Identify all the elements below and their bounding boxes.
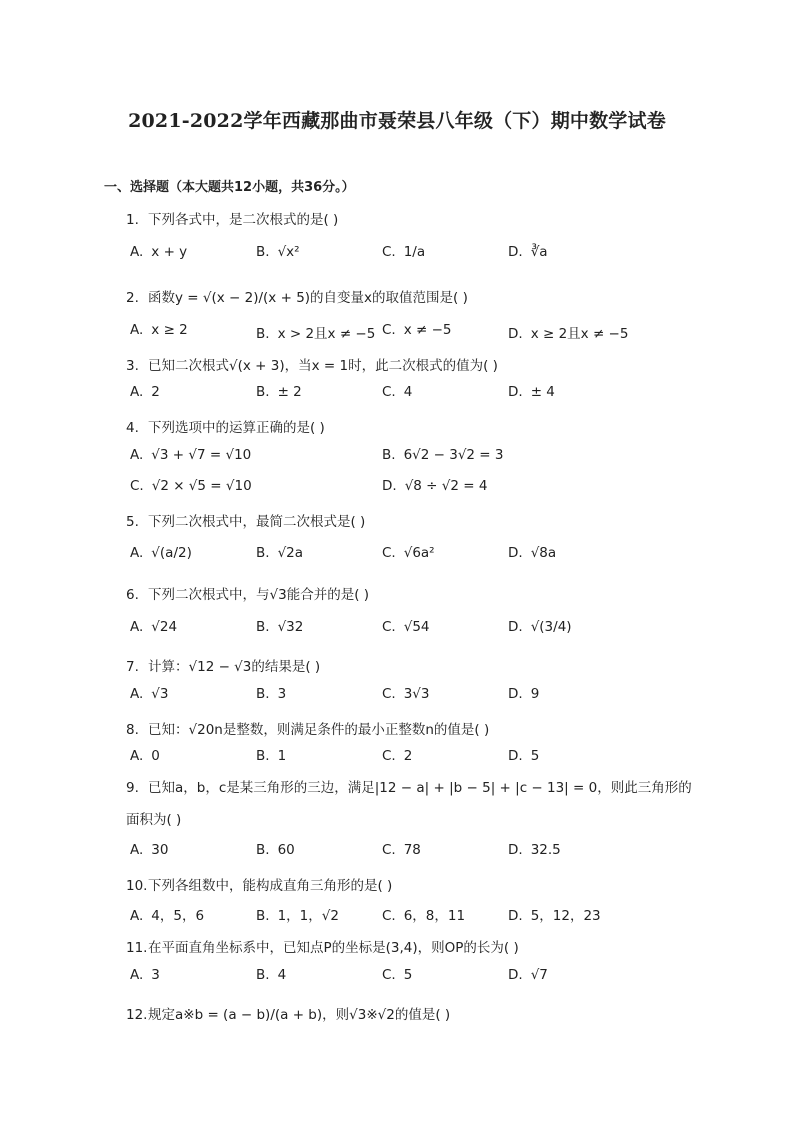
section-heading: 一、选择题（本大题共12小题，共36分。）: [104, 180, 355, 195]
q1-option-c: C. 1/a: [382, 244, 426, 260]
q3-option-b: B. ± 2: [256, 384, 302, 400]
q5-option-d: D. √8a: [508, 545, 557, 561]
question-3: 3. 已知二次根式√(x + 3)，当x = 1时，此二次根式的值为( ): [126, 358, 498, 374]
q8-option-c: C. 2: [382, 748, 413, 764]
q7-option-c: C. 3√3: [382, 686, 430, 702]
q4-option-b: B. 6√2 − 3√2 = 3: [382, 447, 504, 463]
q7-option-d: D. 9: [508, 686, 540, 702]
question-8: 8. 已知：√20n是整数，则满足条件的最小正整数n的值是( ): [126, 722, 490, 738]
q2-option-c: C. x ≠ −5: [382, 322, 452, 338]
q9-option-b: B. 60: [256, 842, 295, 858]
q10-option-c: C. 6，8，11: [382, 908, 466, 924]
q1-option-d: D. ∛a: [508, 244, 548, 260]
q1-option-b: B. √x²: [256, 244, 300, 260]
q3-option-a: A. 2: [130, 384, 160, 400]
question-7: 7. 计算：√12 − √3的结果是( ): [126, 659, 321, 675]
question-11: 11.在平面直角坐标系中，已知点P的坐标是(3,4)，则OP的长为( ): [126, 940, 519, 956]
q6-option-c: C. √54: [382, 619, 430, 635]
q5-option-a: A. √(a/2): [130, 545, 192, 561]
question-2: 2. 函数y = √(x − 2)/(x + 5)的自变量x的取值范围是( ): [126, 290, 468, 306]
q4-option-a: A. √3 + √7 = √10: [130, 447, 252, 463]
q6-option-d: D. √(3/4): [508, 619, 572, 635]
q8-option-a: A. 0: [130, 748, 160, 764]
q6-option-b: B. √32: [256, 619, 304, 635]
q10-option-a: A. 4，5，6: [130, 908, 205, 924]
q11-option-c: C. 5: [382, 967, 413, 983]
question-6: 6. 下列二次根式中，与√3能合并的是( ): [126, 587, 370, 603]
question-4: 4. 下列选项中的运算正确的是( ): [126, 420, 325, 436]
q8-option-d: D. 5: [508, 748, 540, 764]
question-1: 1. 下列各式中，是二次根式的是( ): [126, 212, 339, 228]
q5-option-c: C. √6a²: [382, 545, 435, 561]
q5-option-b: B. √2a: [256, 545, 304, 561]
q10-option-b: B. 1，1，√2: [256, 908, 339, 924]
q9-option-a: A. 30: [130, 842, 169, 858]
q7-option-a: A. √3: [130, 686, 169, 702]
question-9: 9. 已知a，b，c是某三角形的三边，满足|12 − a| + |b − 5| + |c − 13| = 0，则此三角形的面积为( ): [126, 780, 692, 828]
q1-option-a: A. x + y: [130, 244, 188, 260]
q3-option-c: C. 4: [382, 384, 413, 400]
q8-option-b: B. 1: [256, 748, 287, 764]
q7-option-b: B. 3: [256, 686, 287, 702]
q2-option-d: D. x ≥ 2且x ≠ −5: [508, 326, 629, 342]
q10-option-d: D. 5，12，23: [508, 908, 601, 924]
page-title: 2021-2022学年西藏那曲市聂荣县八年级（下）期中数学试卷: [128, 110, 666, 132]
question-10: 10.下列各组数中，能构成直角三角形的是( ): [126, 878, 393, 894]
q11-option-a: A. 3: [130, 967, 160, 983]
q2-option-a: A. x ≥ 2: [130, 322, 188, 338]
q9-option-d: D. 32.5: [508, 842, 561, 858]
q2-option-b: B. x > 2且x ≠ −5: [256, 326, 376, 342]
q11-option-b: B. 4: [256, 967, 287, 983]
q3-option-d: D. ± 4: [508, 384, 555, 400]
q6-option-a: A. √24: [130, 619, 178, 635]
question-12: 12.规定a※b = (a − b)/(a + b)，则√3※√2的值是( ): [126, 1007, 451, 1023]
q4-option-d: D. √8 ÷ √2 = 4: [382, 478, 488, 494]
q11-option-d: D. √7: [508, 967, 548, 983]
question-5: 5. 下列二次根式中，最简二次根式是( ): [126, 514, 366, 530]
q9-option-c: C. 78: [382, 842, 421, 858]
q4-option-c: C. √2 × √5 = √10: [130, 478, 252, 494]
